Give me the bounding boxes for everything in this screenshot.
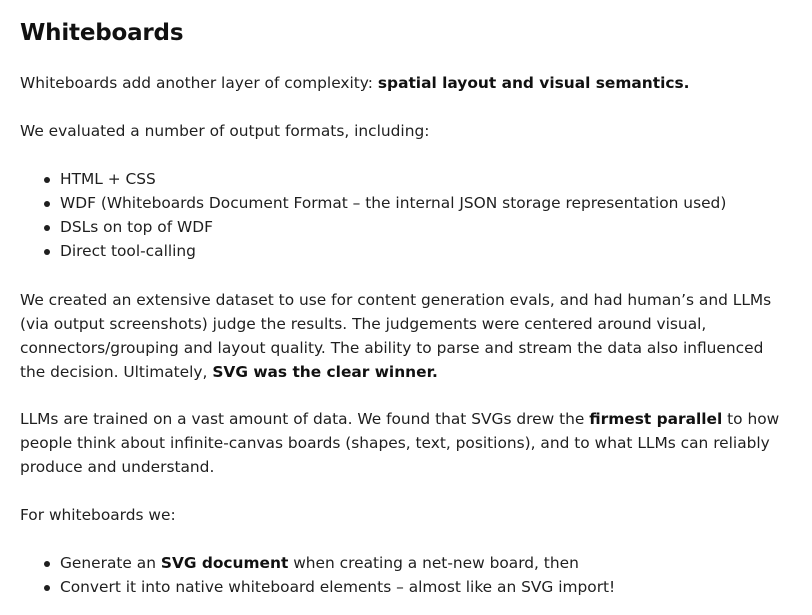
llm-emphasis: firmest parallel	[589, 410, 723, 428]
llm-paragraph	[20, 407, 790, 479]
step-emphasis: SVG document	[160, 554, 289, 572]
llm-text-after: to how people think about infinite-canvas boards (shapes, text, positions), and to what LLMs can reliably produce and understand.	[20, 410, 780, 476]
step-text-before: Generate an	[60, 554, 161, 572]
list-item: DSLs on top of WDF	[20, 215, 726, 239]
dataset-paragraph	[20, 288, 790, 384]
list-item: WDF (Whiteboards Document Format – the internal JSON storage representation used)	[20, 191, 726, 215]
step-text-before: Convert it into native whiteboard elements – almost like an SVG import!	[60, 578, 616, 596]
formats-intro-paragraph: We evaluated a number of output formats, including:	[20, 122, 430, 140]
formats-list	[20, 167, 726, 263]
dataset-text: We created an extensive dataset to use for content generation evals, and had human’s and LLMs (via output screenshots) judge the results. The judgements were centered around visual, connectors/grouping and layout quality. The ability to parse and stream the data also influenced the decision. Ultimately,	[20, 291, 772, 381]
intro-text: Whiteboards add another layer of complexity:	[20, 74, 378, 92]
page-title: Whiteboards	[20, 20, 184, 46]
step-text-after: when creating a net-new board, then	[288, 554, 579, 572]
list-item	[20, 551, 615, 575]
list-item: HTML + CSS	[20, 167, 726, 191]
steps-list	[20, 551, 615, 599]
llm-text-before: LLMs are trained on a vast amount of data. We found that SVGs drew the	[20, 410, 590, 428]
dataset-emphasis: SVG was the clear winner.	[212, 363, 438, 381]
intro-paragraph	[20, 71, 689, 95]
list-item: Direct tool-calling	[20, 239, 726, 263]
intro-emphasis: spatial layout and visual semantics.	[377, 74, 690, 92]
whiteboards-intro-paragraph: For whiteboards we:	[20, 506, 176, 524]
list-item	[20, 575, 615, 599]
